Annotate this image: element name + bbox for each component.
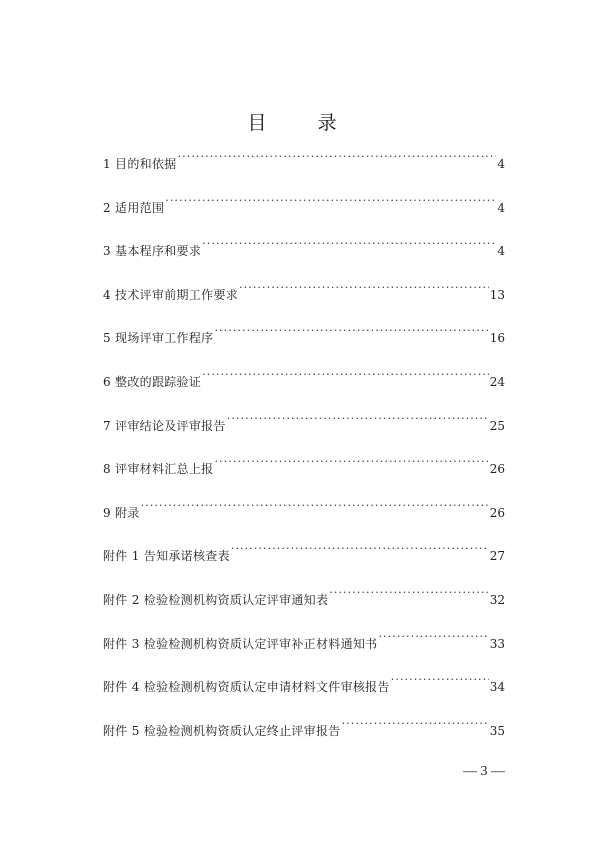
toc-entry-page: 26 xyxy=(489,462,505,477)
toc-entry-label: 5 现场评审工作程序 xyxy=(103,331,214,346)
toc-title: 目 录 xyxy=(247,112,353,134)
dot-leader xyxy=(214,453,488,473)
toc-entry-follow-up[interactable] xyxy=(103,366,505,410)
toc-entry-onsite-review[interactable] xyxy=(103,322,505,366)
toc-entry-label: 附件 4 检验检测机构资质认定申请材料文件审核报告 xyxy=(103,680,390,695)
dot-leader xyxy=(231,540,489,560)
toc-entry-page: 4 xyxy=(497,200,505,215)
toc-entry-label: 附件 1 告知承诺核查表 xyxy=(103,549,230,564)
toc-entry-label: 3 基本程序和要求 xyxy=(103,244,202,259)
toc-entry-label: 附件 2 检验检测机构资质认定评审通知表 xyxy=(103,592,329,607)
dot-leader xyxy=(391,671,489,691)
dot-leader xyxy=(378,628,488,648)
toc-entry-attachment-2[interactable] xyxy=(103,584,505,628)
toc-entry-page: 4 xyxy=(497,244,505,259)
toc-entry-page: 26 xyxy=(489,505,505,520)
dot-leader xyxy=(342,715,489,735)
dot-leader xyxy=(165,192,496,212)
toc-entry-purpose[interactable] xyxy=(103,148,505,192)
toc-entry-conclusion[interactable] xyxy=(103,410,505,454)
toc-entry-submission[interactable] xyxy=(103,453,505,497)
dot-leader xyxy=(202,366,489,386)
toc-entry-page: 25 xyxy=(489,418,505,433)
toc-entry-basic-procedure[interactable] xyxy=(103,235,505,279)
toc-entry-page: 27 xyxy=(489,549,505,564)
toc-entry-label: 附件 5 检验检测机构资质认定终止评审报告 xyxy=(103,723,341,738)
dot-leader xyxy=(141,497,489,517)
dot-leader xyxy=(202,235,496,255)
toc-entry-attachment-1[interactable] xyxy=(103,540,505,584)
toc-entry-attachment-4[interactable] xyxy=(103,671,505,715)
dot-leader xyxy=(329,584,488,604)
toc-entry-label: 1 目的和依据 xyxy=(103,157,177,171)
toc-entry-label: 4 技术评审前期工作要求 xyxy=(103,287,239,302)
toc-entry-pre-review[interactable] xyxy=(103,279,505,323)
toc-entry-label: 6 整改的跟踪验证 xyxy=(103,374,202,389)
dot-leader xyxy=(178,148,497,168)
toc-entry-label: 2 适用范围 xyxy=(103,200,165,215)
toc-entry-appendix[interactable] xyxy=(103,497,505,541)
toc-entry-page: 13 xyxy=(489,287,505,302)
toc-entry-page: 34 xyxy=(489,680,505,695)
dot-leader xyxy=(227,410,489,430)
toc-entry-page: 32 xyxy=(489,592,505,607)
table-of-contents xyxy=(103,148,505,758)
toc-entry-page: 16 xyxy=(489,331,505,346)
toc-entry-page: 4 xyxy=(497,157,505,171)
page-number: — 3 — xyxy=(463,764,505,779)
toc-entry-page: 33 xyxy=(489,636,505,651)
toc-entry-page: 24 xyxy=(489,374,505,389)
toc-entry-page: 35 xyxy=(489,723,505,738)
toc-entry-attachment-5[interactable] xyxy=(103,715,505,759)
dot-leader xyxy=(214,322,488,342)
toc-entry-label: 8 评审材料汇总上报 xyxy=(103,462,214,477)
toc-entry-attachment-3[interactable] xyxy=(103,628,505,672)
dot-leader xyxy=(239,279,489,299)
toc-entry-label: 9 附录 xyxy=(103,505,140,520)
toc-entry-label: 7 评审结论及评审报告 xyxy=(103,418,226,433)
toc-entry-scope[interactable] xyxy=(103,192,505,236)
toc-entry-label: 附件 3 检验检测机构资质认定评审补正材料通知书 xyxy=(103,636,378,651)
